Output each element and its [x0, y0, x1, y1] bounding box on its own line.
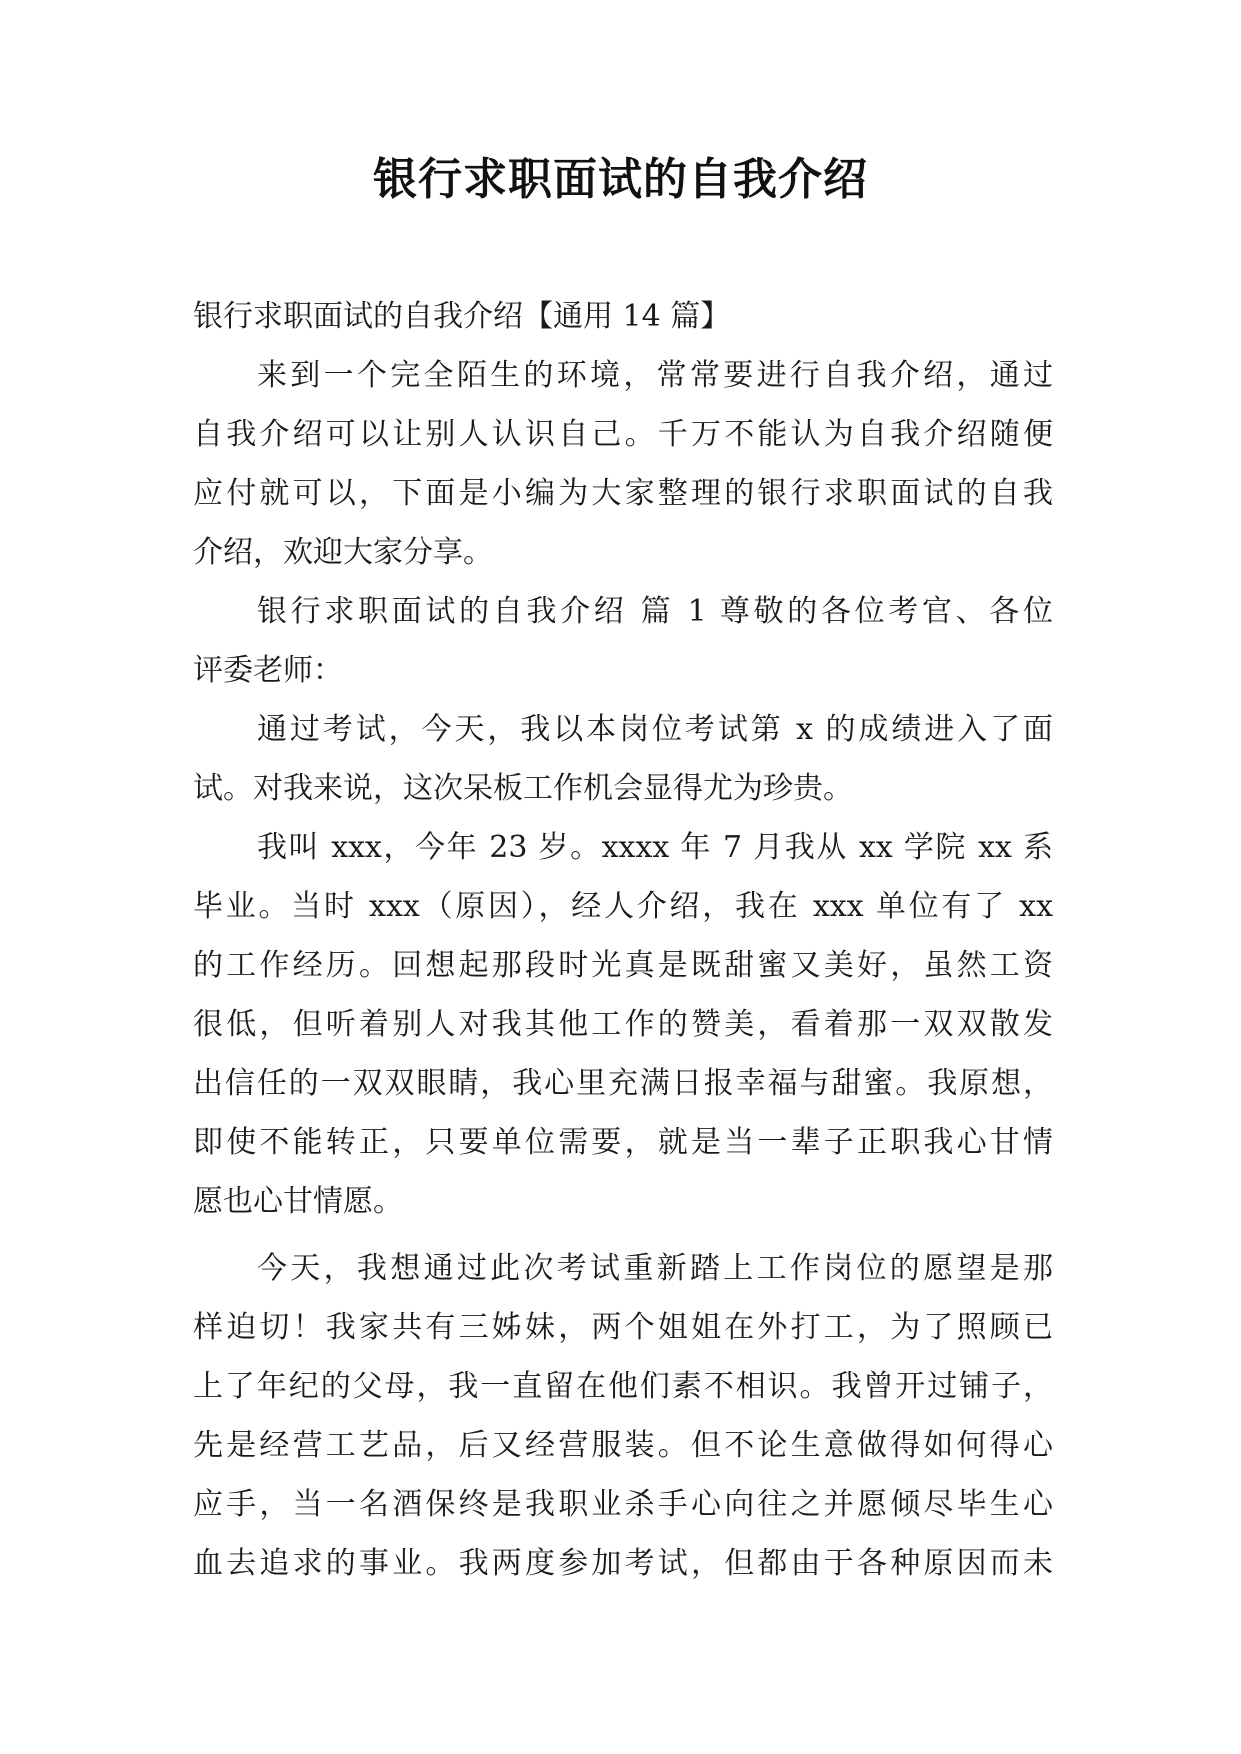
text-line: 来到一个完全陌生的环境，常常要进行自我介绍，通过 — [257, 358, 1053, 393]
text-line: 毕业。当时 xxx（原因），经人介绍，我在 xxx 单位有了 xx — [193, 889, 1053, 924]
text-line: 自我介绍可以让别人认识自己。千万不能认为自我介绍随便 — [193, 417, 1053, 452]
text-line: 的工作经历。回想起那段时光真是既甜蜜又美好，虽然工资 — [193, 948, 1053, 983]
text-line: 通过考试，今天，我以本岗位考试第 x 的成绩进入了面 — [257, 712, 1053, 747]
text-line: 愿也心甘情愿。 — [193, 1184, 403, 1219]
text-line: 样迫切！我家共有三姊妹，两个姐姐在外打工，为了照顾已 — [193, 1310, 1053, 1345]
text-line: 试。对我来说，这次呆板工作机会显得尤为珍贵。 — [193, 771, 853, 806]
text-line: 先是经营工艺品，后又经营服装。但不论生意做得如何得心 — [193, 1428, 1053, 1463]
text-line: 出信任的一双双眼睛，我心里充满日报幸福与甜蜜。我原想， — [193, 1066, 1053, 1101]
text-line: 银行求职面试的自我介绍 篇 1 尊敬的各位考官、各位 — [257, 594, 1053, 629]
text-line: 很低，但听着别人对我其他工作的赞美，看着那一双双散发 — [193, 1007, 1053, 1042]
document-title: 银行求职面试的自我介绍 — [373, 154, 868, 205]
text-line: 我叫 xxx，今年 23 岁。xxxx 年 7 月我从 xx 学院 xx 系 — [257, 830, 1053, 865]
text-line: 银行求职面试的自我介绍【通用 14 篇】 — [193, 299, 731, 334]
text-line: 介绍，欢迎大家分享。 — [193, 535, 493, 570]
text-line: 应手，当一名酒保终是我职业杀手心向往之并愿倾尽毕生心 — [193, 1487, 1053, 1522]
document-body — [193, 287, 1053, 1593]
text-line: 应付就可以，下面是小编为大家整理的银行求职面试的自我 — [193, 476, 1053, 511]
text-line: 评委老师： — [193, 653, 343, 688]
text-line: 上了年纪的父母，我一直留在他们素不相识。我曾开过铺子， — [193, 1369, 1053, 1404]
text-line: 即使不能转正，只要单位需要，就是当一辈子正职我心甘情 — [193, 1125, 1053, 1160]
text-line: 血去追求的事业。我两度参加考试，但都由于各种原因而未 — [193, 1546, 1053, 1581]
text-line: 今天，我想通过此次考试重新踏上工作岗位的愿望是那 — [257, 1251, 1053, 1286]
